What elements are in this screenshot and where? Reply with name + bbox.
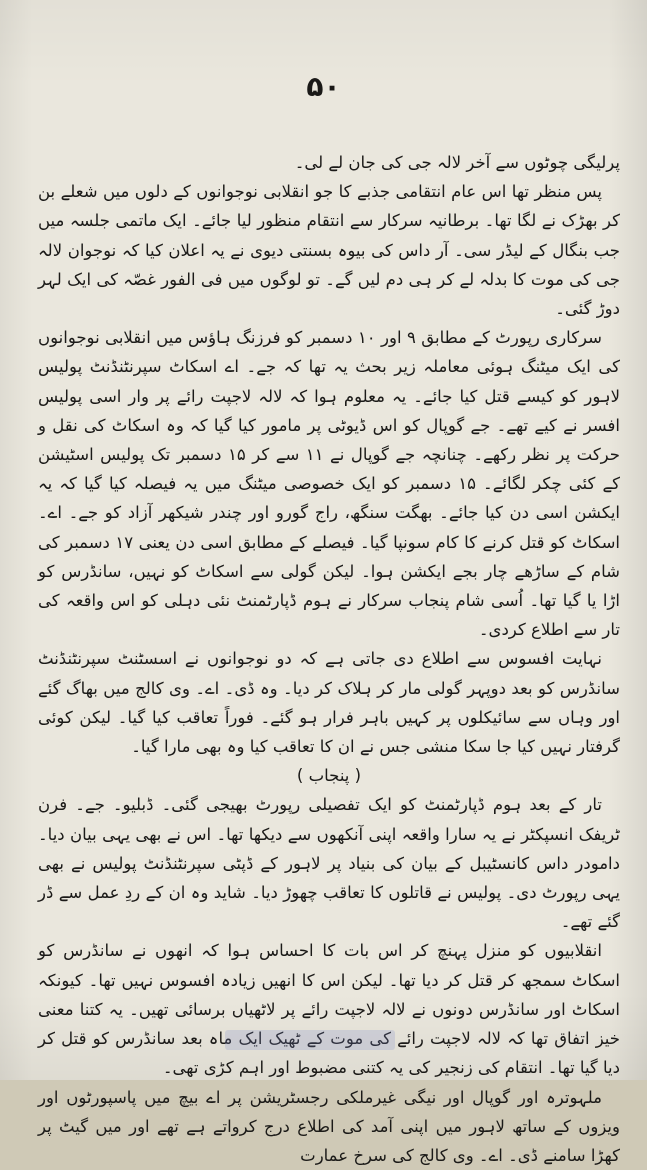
paragraph: پرلیگی چوٹوں سے آخر لالہ جی کی جان لے لی۔ [38,148,620,177]
body-text [38,148,620,1170]
paragraph: ملہوترہ اور گوپال اور نیگی غیرملکی رجسٹریشن پر اے بیچ میں پاسپورٹوں اور ویزوں کے ساتھ لاہور میں اپنی آمد کی اطلاع درج کرواتے ہے تھے اور میں گیٹ پر کھڑا سامنے ڈی۔ اے۔ وی کالج کی سرخ عمارت [38,1083,620,1170]
paragraph: پس منظر تھا اس عام انتقامی جذبے کا جو انقلابی نوجوانوں کے دلوں میں شعلے بن کر بھڑک نے لگا تھا۔ برطانیہ سرکار سے انتقام منظور لیا جائے۔ ایک ماتمی جلسہ میں جب بنگال کے لیڈر سی۔ آر داس کی بیوہ بسنتی دیوی نے یہ اعلان کیا کہ نوجوان لالہ جی کی موت کا بدلہ لے کر ہی دم لیں گے۔ تو لوگوں میں فی الفور غصّہ کی ایک لہر دوڑ گئی۔ [38,177,620,323]
library-stamp-image [225,1030,395,1050]
paragraph: تار کے بعد ہوم ڈپارٹمنٹ کو ایک تفصیلی رپورٹ بھیجی گئی۔ ڈبلیو۔ جے۔ فرن ٹریفک انسپکٹر نے یہ سارا واقعہ اپنی آنکھوں سے دیکھا تھا۔ اس نے بھی یہی بیان دیا۔ دامودر داس کانسٹیبل کے بیان کی بنیاد پر لاہور کے ڈپٹی سپرنٹنڈنٹ پولیس نے بھی یہی رپورٹ دی۔ پولیس نے قاتلوں کا تعاقب چھوڑ دیا۔ شاید وہ ان کے ردِ عمل سے ڈر گئے تھے۔ [38,790,620,936]
telegram-paragraph: نہایت افسوس سے اطلاع دی جاتی ہے کہ دو نوجوانوں نے اسسٹنٹ سپرنٹنڈنٹ سانڈرس کو بعد دوپہر گولی مار کر ہلاک کر دیا۔ وہ ڈی۔ اے۔ وی کالج میں بھاگ گئے اور وہاں سے سائیکلوں پر کہیں باہر فرار ہو گئے۔ فوراً تعاقب کیا گیا۔ لیکن کوئی گرفتار نہیں کیا جا سکا منشی جس نے ان کا تعاقب کیا وہ بھی مارا گیا۔ [38,644,620,761]
telegram-dateline: ( پنجاب ) [38,761,620,790]
page-number: ۵۰ [0,70,647,103]
paragraph: انقلابیوں کو منزل پہنچ کر اس بات کا احساس ہوا کہ انھوں نے سانڈرس کو اسکاٹ سمجھ کر قتل کر دیا تھا۔ لیکن اس کا انھیں زیادہ افسوس نہیں تھا۔ کیونکہ اسکاٹ اور سانڈرس دونوں نے لالہ لاجپت رائے پر لاٹھیاں برسائی تھیں۔ یہ کتنا معنی خیز اتفاق تھا کہ لالہ لاجپت رائے کی موت کے ٹھیک ایک ماہ بعد سانڈرس کو قتل کر دیا گیا تھا۔ انتقام کی زنجیر کی یہ کتنی مضبوط اور اہم کڑی تھی۔ [38,936,620,1082]
paragraph: سرکاری رپورٹ کے مطابق ۹ اور ۱۰ دسمبر کو فرزنگ ہاؤس میں انقلابی نوجوانوں کی ایک میٹنگ ہوئی معاملہ زیر بحث یہ تھا کہ جے۔ اے اسکاٹ سپرنٹنڈنٹ پولیس لاہور کو کیسے قتل کیا جائے۔ یہ معلوم ہوا کہ لالہ لاجپت رائے پر وار اسی پولیس افسر نے کیے تھے۔ جے گوپال کو اس ڈیوٹی پر مامور کیا گیا کہ وہ اسکاٹ کی نقل و حرکت پر نظر رکھے۔ چنانچہ جے گوپال نے ۱۱ سے کر ۱۵ دسمبر تک پولیس اسٹیشن کے کئی چکر لگائے۔ ۱۵ دسمبر کو ایک خصوصی میٹنگ میں یہ فیصلہ کیا گیا کہ یہ ایکشن اسی دن کیا جائے۔ بھگت سنگھ، راج گورو اور چندر شیکھر آزاد کو جے۔ اے۔ اسکاٹ کو قتل کرنے کا کام سونپا گیا۔ فیصلے کے مطابق اسی دن یعنی ۱۷ دسمبر کی شام کے ساڑھے چار بجے ایکشن ہوا۔ لیکن گولی سے اسکاٹ کو نہیں، سانڈرس کو اڑا یا گیا تھا۔ اُسی شام پنجاب سرکار نے ہوم ڈپارٹمنٹ نئی دہلی کو اس واقعہ کی تار سے اطلاع کردی۔ [38,323,620,644]
